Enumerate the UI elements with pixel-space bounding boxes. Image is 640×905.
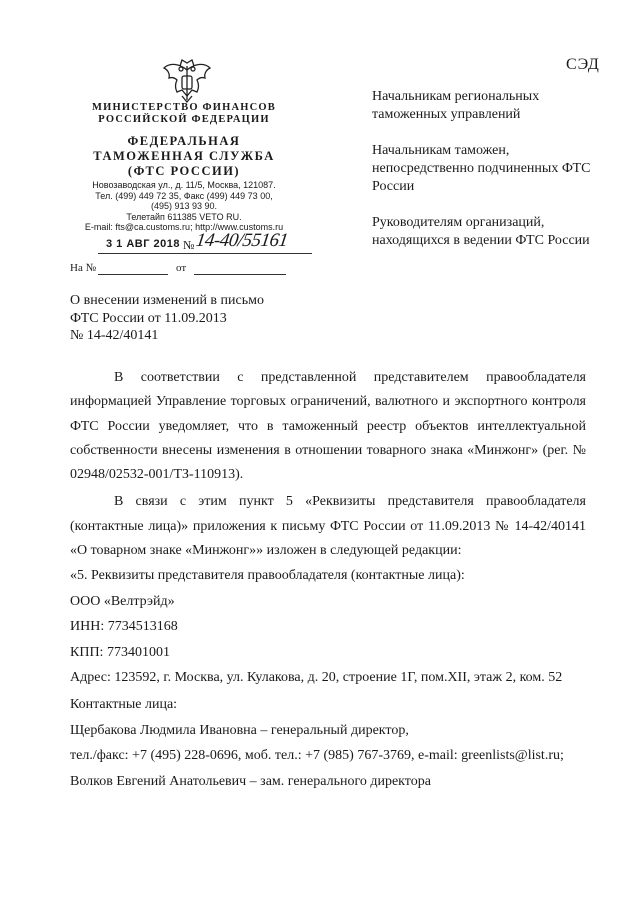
body-line: Щербакова Людмила Ивановна – генеральный директор, [70,722,409,738]
registration-row [70,230,310,258]
service-contacts: Новозаводская ул., д. 11/5, Москва, 121087. Тел. (499) 449 72 35, Факс (499) 449 73 00, (495) 913 93 90. Телетайп 611385 VETO RU. E-mail: fts@ca.customs.ru; http://www.customs.ru [84,180,284,232]
ministry-name: МИНИСТЕРСТВО ФИНАНСОВ РОССИЙСКОЙ ФЕДЕРАЦИИ [92,102,276,125]
on-number-label: На № [70,262,97,274]
body-line: «5. Реквизиты представителя правообладателя (контактные лица): [70,568,465,584]
registration-number: 14-40/55161 [194,230,290,251]
date-stamp: 3 1 АВГ 2018 [106,238,180,250]
body-line: тел./факс: +7 (495) 228-0696, моб. тел.: +7 (985) 767-3769, e-mail: greenlists@list.ru; [70,748,564,764]
body-line: ООО «Велтрэйд» [70,593,175,609]
body-paragraph: В связи с этим пункт 5 «Реквизиты представителя правообладателя (контактные лица)» приложения к письму ФТС России от 11.09.2013 № 14-42/40141 «О товарном знаке «Минжонг»» изложен в следующей редакции: [70,494,586,559]
addressee: Начальникам таможен, непосредственно подчиненных ФТС России [372,143,591,194]
from-label: от [176,262,187,274]
body-line: ИНН: 7734513168 [70,619,178,635]
addressees [372,88,592,268]
body-paragraph: В соответствии с представленной представителем правообладателя информацией Управление торговых ограничений, валютного и экспортного контроля ФТС России уведомляет, что в таможенный реестр объектов интеллектуальной собственности внесены изменения в отношении товарного знака «Минжонг» (рег. № 02948/02532-001/ТЗ-110913). [70,370,586,483]
body-line: Адрес: 123592, г. Москва, ул. Кулакова, д. 20, строение 1Г, пом.XII, этаж 2, ком. 52 [70,670,563,686]
service-name: ФЕДЕРАЛЬНАЯ ТАМОЖЕННАЯ СЛУЖБА (ФТС РОССИИ) [93,134,275,178]
addressee: Начальникам региональных таможенных управлений [372,89,540,122]
reference-row [70,262,310,280]
addressee: Руководителям организаций, находящихся в ведении ФТС России [372,215,590,248]
sed-mark: СЭД [566,56,600,73]
body-line: Волков Евгений Анатольевич – зам. генерального директора [70,773,431,789]
number-label: № [183,238,195,252]
body-line: КПП: 773401001 [70,644,170,660]
letter-subject: О внесении изменений в письмо ФТС России от 11.09.2013 № 14-42/40141 [70,293,264,343]
body-line: Контактные лица: [70,697,178,713]
coat-of-arms-icon [160,56,214,104]
letter-body [70,366,586,794]
